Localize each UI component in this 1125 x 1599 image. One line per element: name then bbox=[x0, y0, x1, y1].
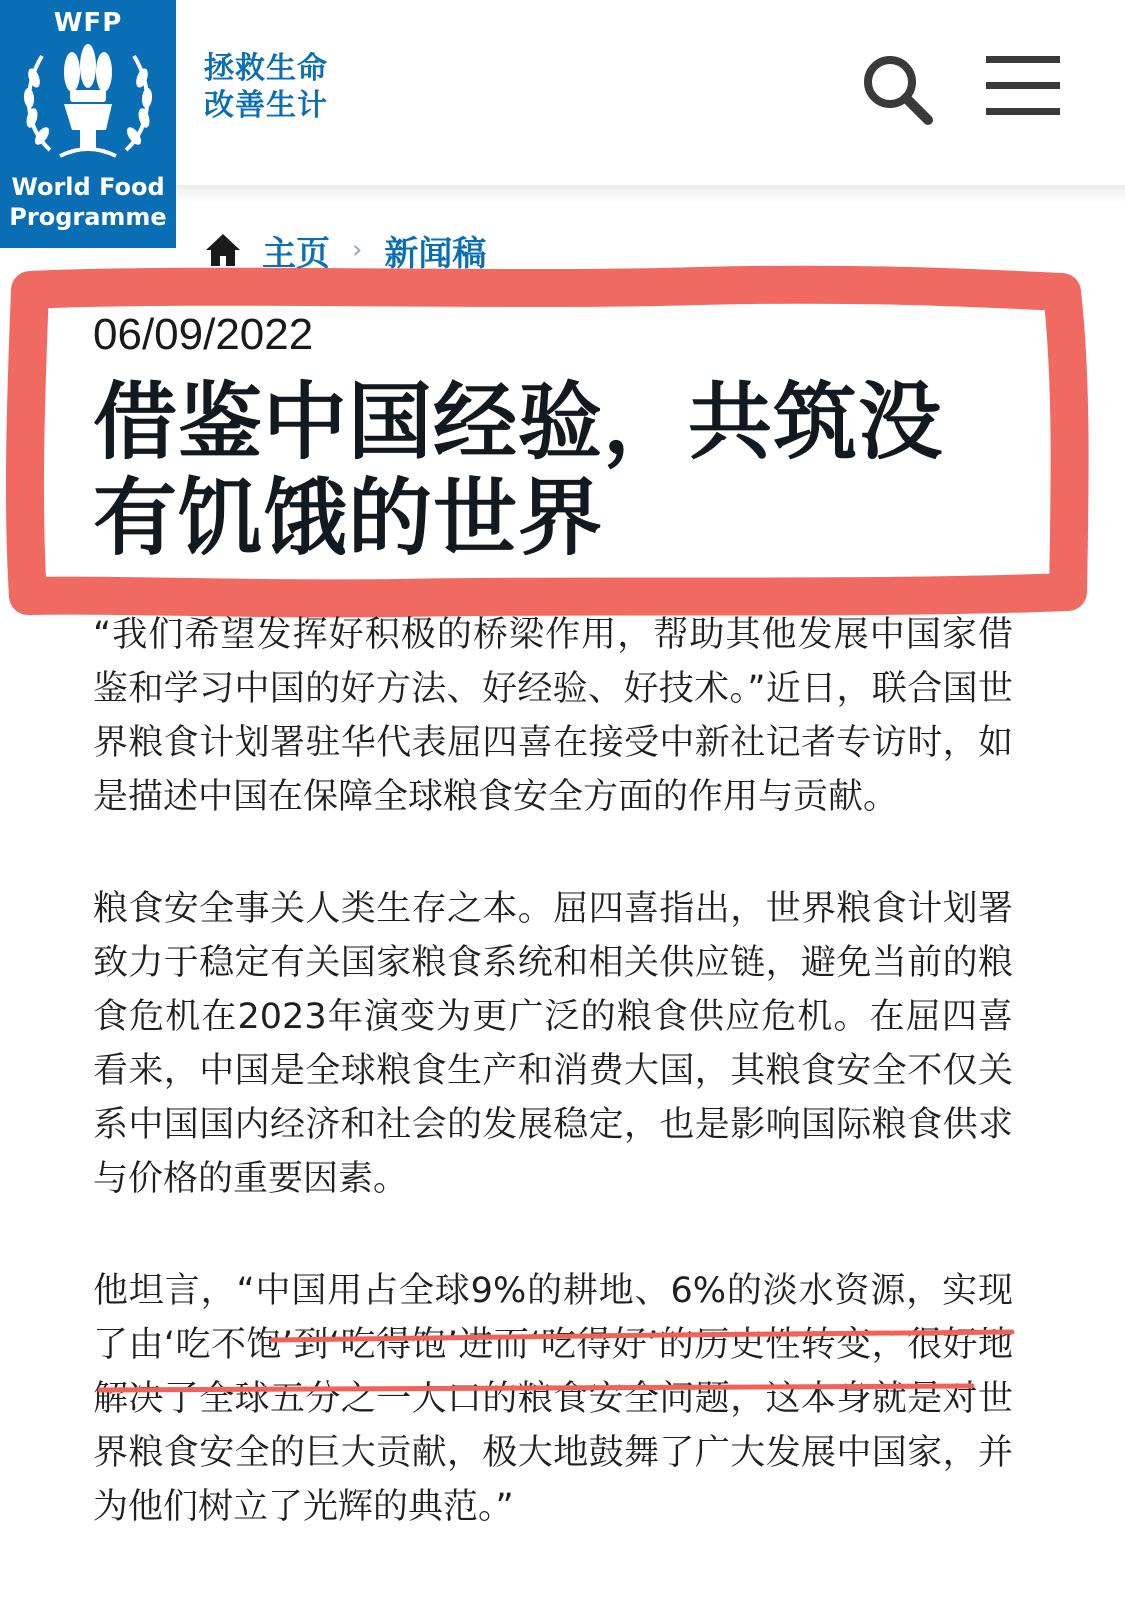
logo-name-line1: World Food bbox=[11, 173, 165, 201]
wfp-logo[interactable] bbox=[0, 0, 176, 248]
article-date: 06/09/2022 bbox=[93, 310, 314, 359]
article-body bbox=[93, 608, 1013, 1592]
logo-name bbox=[0, 172, 176, 232]
article-title: 借鉴中国经验，共筑没有饥饿的世界 bbox=[93, 373, 944, 567]
hamburger-menu-icon bbox=[986, 56, 1060, 63]
hamburger-bar bbox=[986, 82, 1060, 89]
home-icon[interactable] bbox=[204, 231, 242, 269]
wfp-emblem-icon bbox=[20, 38, 156, 164]
header-divider bbox=[176, 185, 1125, 203]
logo-name-line2: Programme bbox=[9, 203, 167, 231]
tagline-line2: 改善生计 bbox=[204, 88, 328, 123]
article-paragraph: “我们希望发挥好积极的桥梁作用，帮助其他发展中国家借鉴和学习中国的好方法、好经验、好技术。”近日，联合国世界粮食计划署驻华代表屈四喜在接受中新社记者专访时，如是描述中国在保障全球粮食安全方面的作用与贡献。 bbox=[93, 615, 1013, 817]
article-paragraph: 他坦言，“中国用占全球9%的耕地、6%的淡水资源，实现了由‘吃不饱’到‘吃得饱’进而‘吃得好’的历史性转变，很好地解决了全球五分之一人口的粮食安全问题，这本身就是对世界粮食安全的巨大贡献，极大地鼓舞了广大发展中国家，并为他们树立了光辉的典范。” bbox=[93, 1271, 1013, 1527]
tagline bbox=[204, 50, 328, 124]
breadcrumb bbox=[204, 222, 486, 278]
hamburger-bar bbox=[986, 108, 1060, 115]
breadcrumb-home-link[interactable]: 主页 bbox=[262, 233, 330, 274]
tagline-line1: 拯救生命 bbox=[204, 51, 328, 86]
breadcrumb-news-link[interactable]: 新闻稿 bbox=[384, 233, 487, 274]
site-header bbox=[0, 0, 1125, 231]
article-paragraph: 粮食安全事关人类生存之本。屈四喜指出，世界粮食计划署致力于稳定有关国家粮食系统和相关供应链，避免当前的粮食危机在2023年演变为更广泛的粮食供应危机。在屈四喜看来，中国是全球粮食生产和消费大国，其粮食安全不仅关系中国国内经济和社会的发展稳定，也是影响国际粮食供求与价格的重要因素。 bbox=[93, 889, 1013, 1199]
breadcrumb-separator: › bbox=[352, 235, 363, 265]
search-icon bbox=[858, 50, 938, 130]
menu-button[interactable] bbox=[986, 56, 1060, 116]
logo-acronym: WFP bbox=[53, 8, 123, 38]
search-button[interactable] bbox=[858, 50, 938, 130]
